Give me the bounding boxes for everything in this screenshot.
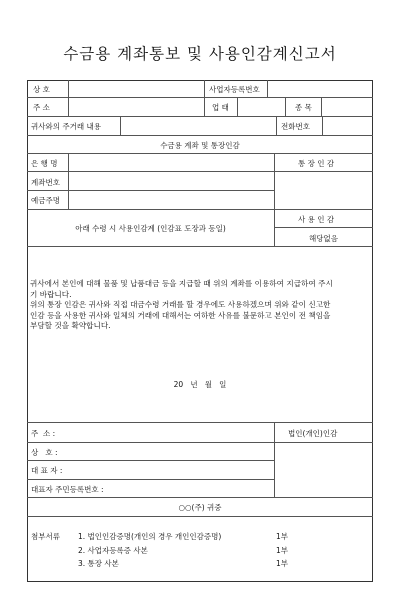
attachment-qty: 1부 [276, 559, 289, 568]
industry-label: 업 태 [212, 103, 229, 112]
col-line [267, 80, 268, 97]
col-line [68, 80, 69, 116]
account-no-label: 계좌번호 [31, 178, 60, 187]
depositor-label: 예금주명 [31, 196, 60, 205]
attachment-item: 1. 법인인감증명(개인의 경우 개인인감증명) [78, 532, 222, 541]
bank-label: 은 행 명 [31, 159, 58, 168]
row-line [27, 442, 373, 443]
usage-seal-label: 사 용 인 감 [298, 215, 335, 224]
statement-line: 부담할 것을 확약합니다. [30, 321, 111, 331]
sig-address-label: 주 소 : [31, 429, 56, 438]
seal-label: 법인(개인)인감 [288, 429, 338, 438]
row-line [27, 497, 373, 498]
col-line [285, 97, 286, 116]
attachments-label: 첨부서류 [31, 532, 60, 541]
ceo-id-label: 대표자 주민등록번호 : [31, 485, 104, 494]
not-applicable-text: 해당없음 [309, 234, 338, 243]
attachment-qty: 1부 [276, 532, 289, 541]
statement-line: 위의 통장 인감은 귀사와 직접 대금수령 거래를 할 경우에도 사용하겠으며 위와 같이 신고한 [30, 300, 331, 310]
row-line [27, 153, 373, 154]
col-line [204, 97, 205, 116]
col-line [321, 97, 322, 116]
addressee: ○○(주) 귀중 [178, 503, 222, 512]
attachment-qty: 1부 [276, 546, 289, 555]
account-section-header: 수금용 계좌 및 통장인감 [160, 141, 240, 150]
row-line [27, 516, 373, 517]
name-label: 상 호 [33, 85, 50, 94]
row-line [27, 479, 274, 480]
col-line [120, 116, 121, 135]
col-line [276, 116, 277, 135]
phone-label: 전화번호 [281, 122, 310, 131]
bankbook-seal-label: 통 장 인 감 [298, 159, 335, 168]
row-line [27, 460, 274, 461]
col-line [237, 97, 238, 116]
col-line [68, 153, 69, 209]
transaction-label: 귀사와의 주거래 내용 [31, 122, 101, 131]
address-label: 주 소 [33, 103, 50, 112]
sig-name-label: 상 호 : [31, 448, 58, 457]
col-line [204, 80, 205, 97]
ceo-label: 대 표 자 : [31, 466, 63, 475]
statement-line: 귀사에서 본인에 대해 물품 및 납품대금 등을 지급할 때 위의 계좌를 이용하여 지급하여 주시 [30, 279, 333, 288]
statement-line: 인감 등을 사용한 귀사와 일체의 거래에 대해서는 여하한 사유를 불문하고 본인이 전 책임을 [30, 310, 331, 320]
row-line [27, 422, 373, 423]
attachment-item: 2. 사업자등록증 사본 [78, 546, 148, 555]
col-line [274, 422, 275, 497]
usage-seal-note: 아래 수령 시 사용인감계 (인감표 도장과 동일) [75, 224, 226, 233]
row-line [274, 227, 373, 228]
row-line [27, 171, 373, 172]
document-title: 수금용 계좌통보 및 사용인감계신고서 [63, 45, 337, 63]
statement-paragraph [30, 279, 370, 332]
attachment-item: 3. 통장 사본 [78, 559, 119, 568]
row-line [27, 246, 373, 247]
row-line [27, 209, 373, 210]
statement-line: 기 바랍니다. [30, 289, 72, 299]
row-line [27, 190, 274, 191]
item-label: 종 목 [295, 103, 312, 112]
date-line: 20 년 월 일 [173, 380, 227, 389]
bizno-label: 사업자등록번호 [209, 85, 260, 94]
row-line [27, 135, 373, 136]
col-line [322, 116, 323, 135]
